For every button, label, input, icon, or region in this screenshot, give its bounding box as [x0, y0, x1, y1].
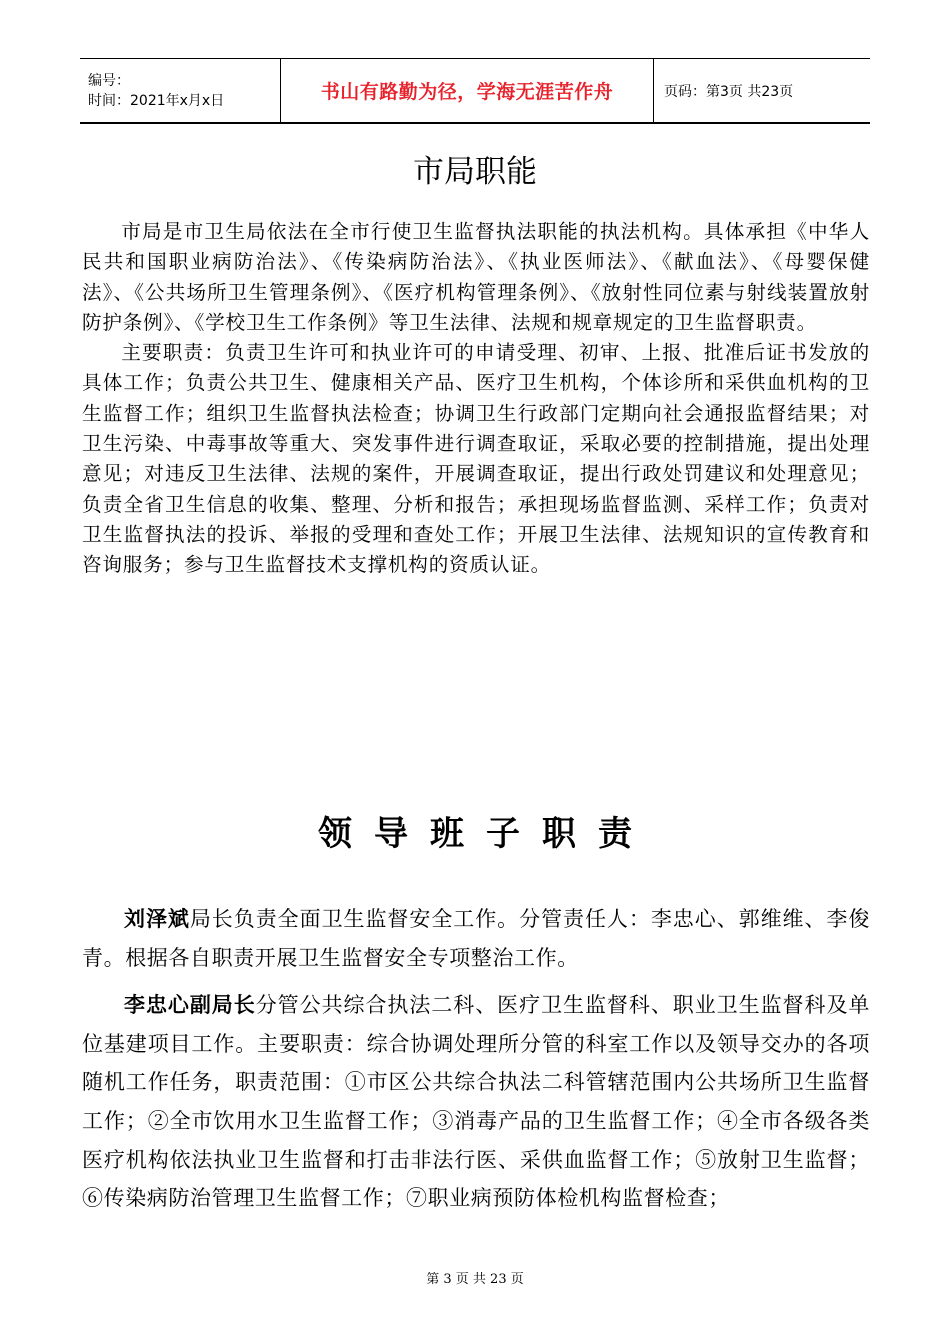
header-motto	[280, 59, 654, 122]
paragraph-leader-2	[82, 986, 870, 1218]
document-time-label: 时间：2021年x月x日	[88, 92, 225, 109]
paragraph-intro: 市局是市卫生局依法在全市行使卫生监督执法职能的执法机构。具体承担《中华人民共和国职业病防治法》、《传染病防治法》、《执业医师法》、《献血法》、《母婴保健法》、《公共场所卫生管理条例》、《医疗机构管理条例》、《放射性同位素与射线装置放射防护条例》、《学校卫生工作条例》等卫生法律、法规和规章规定的卫生监督职责。	[82, 220, 870, 334]
paragraph-main-duties: 主要职责：负责卫生许可和执业许可的申请受理、初审、上报、批准后证书发放的具体工作；负责公共卫生、健康相关产品、医疗卫生机构，个体诊所和采供血机构的卫生监督工作；组织卫生监督执法检查；协调卫生行政部门定期向社会通报监督结果；对卫生污染、中毒事故等重大、突发事件进行调查取证，采取必要的控制措施，提出处理意见；对违反卫生法律、法规的案件，开展调查取证，提出行政处罚建议和处理意见；负责全省卫生信息的收集、整理、分析和报告；承担现场监督监测、采样工作；负责对卫生监督执法的投诉、举报的受理和查处工作；开展卫生法律、法规知识的宣传教育和咨询服务；参与卫生监督技术支撑机构的资质认证。	[82, 341, 870, 577]
leader-duties-text: 局长负责全面卫生监督安全工作。分管责任人：李忠心、郭维维、李俊青。根据各自职责开展卫生监督安全专项整治工作。	[82, 907, 870, 970]
header-meta	[80, 59, 280, 122]
section-bureau-functions	[82, 217, 870, 581]
section-leadership-duties	[82, 900, 870, 1227]
leader-name: 李忠心副局长	[124, 993, 256, 1018]
document-number-label: 编号：	[88, 72, 130, 89]
motto-text: 书山有路勤为径，学海无涯苦作舟	[320, 81, 614, 103]
header-page-label: 页码：第3页 共23页	[664, 83, 794, 100]
paragraph-leader-1	[82, 900, 870, 977]
page-header	[80, 58, 870, 124]
leader-name: 刘泽斌	[124, 907, 190, 931]
header-page-info	[654, 59, 870, 122]
page-footer	[0, 1268, 950, 1287]
section-title-bureau-functions: 市局职能	[413, 154, 537, 190]
section-title-leadership-duties: 领导班子职责	[318, 814, 654, 854]
footer-page-number: 第 3 页 共 23 页	[426, 1272, 524, 1287]
leader-duties-text: 分管公共综合执法二科、医疗卫生监督科、职业卫生监督科及单位基建项目工作。主要职责：综合协调处理所分管的科室工作以及领导交办的各项随机工作任务，职责范围：①市区公共综合执法二科管辖范围内公共场所卫生监督工作；②全市饮用水卫生监督工作；③消毒产品的卫生监督工作；④全市各级各类医疗机构依法执业卫生监督和打击非法行医、采供血监督工作；⑤放射卫生监督；⑥传染病防治管理卫生监督工作；⑦职业病预防体检机构监督检查；	[82, 993, 870, 1211]
